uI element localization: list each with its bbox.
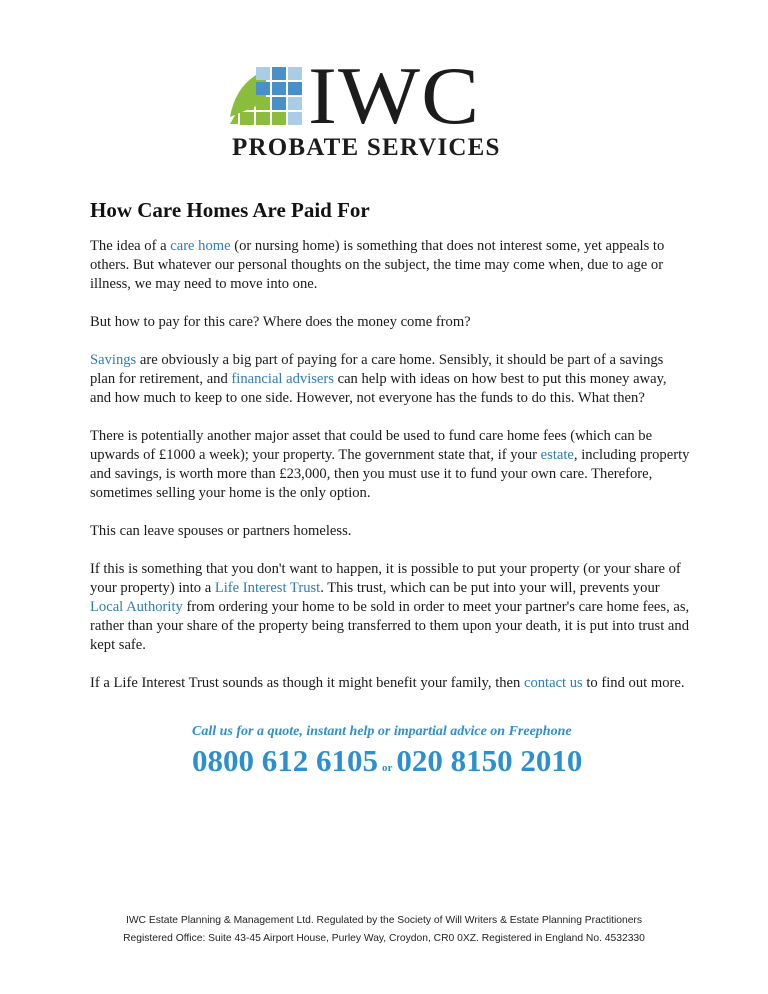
text: are obviously a big part of paying for a care home. Sensibly, it should be part of a savings plan for retirement, and	[90, 352, 664, 387]
or-text: or	[382, 762, 393, 774]
paragraph-4	[90, 427, 690, 503]
call-to-action	[192, 723, 582, 778]
paragraph-2: But how to pay for this care? Where does the money come from?	[90, 314, 471, 330]
paragraph-1	[90, 237, 690, 294]
text: can help with ideas on how best to put this money away, and how much to keep to one side. However, not everyone has the funds to do this. What then?	[90, 371, 667, 406]
paragraph-3	[90, 351, 690, 408]
phone-numbers	[192, 744, 582, 778]
savings-link[interactable]: Savings	[90, 352, 137, 368]
contact-us-link[interactable]: contact us	[523, 675, 583, 691]
text: There is potentially another major asset that could be used to fund care home fees (which can be upwards of £1000 a week); your property. The government state that, if your	[90, 428, 653, 463]
paragraph-6	[90, 560, 690, 655]
cta-line: Call us for a quote, instant help or impartial advice on Freephone	[192, 724, 572, 739]
estate-link[interactable]: estate	[540, 447, 574, 463]
footer-regulation: IWC Estate Planning & Management Ltd. Regulated by the Society of Will Writers & Estate Planning Practitioners	[125, 915, 643, 926]
paragraph-5: This can leave spouses or partners homeless.	[90, 523, 352, 539]
logo-subtitle: PROBATE SERVICES	[232, 134, 501, 161]
footer	[0, 912, 768, 948]
landline-number[interactable]: 020 8150 2010	[396, 743, 583, 778]
paragraph-7	[90, 674, 690, 693]
care-home-link[interactable]: care home	[170, 238, 231, 254]
text: (or nursing home) is something that does not interest some, yet appeals to others. But whatever our personal thoughts on the subject, the time may come when, due to age or illness, we may need to move into one.	[90, 238, 665, 292]
freephone-number[interactable]: 0800 612 6105	[192, 743, 378, 778]
footer-registered-office: Registered Office: Suite 43-45 Airport House, Purley Way, Croydon, CR0 0XZ. Registered in England No. 4532330	[123, 933, 645, 944]
article	[90, 198, 690, 712]
logo-brand-text: IWC	[308, 50, 481, 141]
text: The idea of a	[90, 238, 171, 254]
text: to find out more.	[582, 675, 685, 691]
text: , including property and savings, is worth more than £23,000, then you must use it to fund your own care. Therefore, sometimes selling your home is the only option.	[90, 447, 690, 501]
page-title: How Care Homes Are Paid For	[90, 198, 370, 222]
text: If this is something that you don't want to happen, it is possible to put your property (or your share of your property) into a	[90, 561, 681, 596]
financial-advisers-link[interactable]: financial advisers	[231, 371, 334, 387]
text: from ordering your home to be sold in order to meet your partner's care home fees, as, rather than your share of the property being transferred to them upon your death, it is put into trust and kept safe.	[90, 599, 690, 653]
local-authority-link[interactable]: Local Authority	[90, 599, 183, 615]
text: . This trust, which can be put into your will, prevents your	[320, 580, 660, 596]
life-interest-trust-link[interactable]: Life Interest Trust	[214, 580, 321, 596]
text: If a Life Interest Trust sounds as though it might benefit your family, then	[90, 675, 524, 691]
